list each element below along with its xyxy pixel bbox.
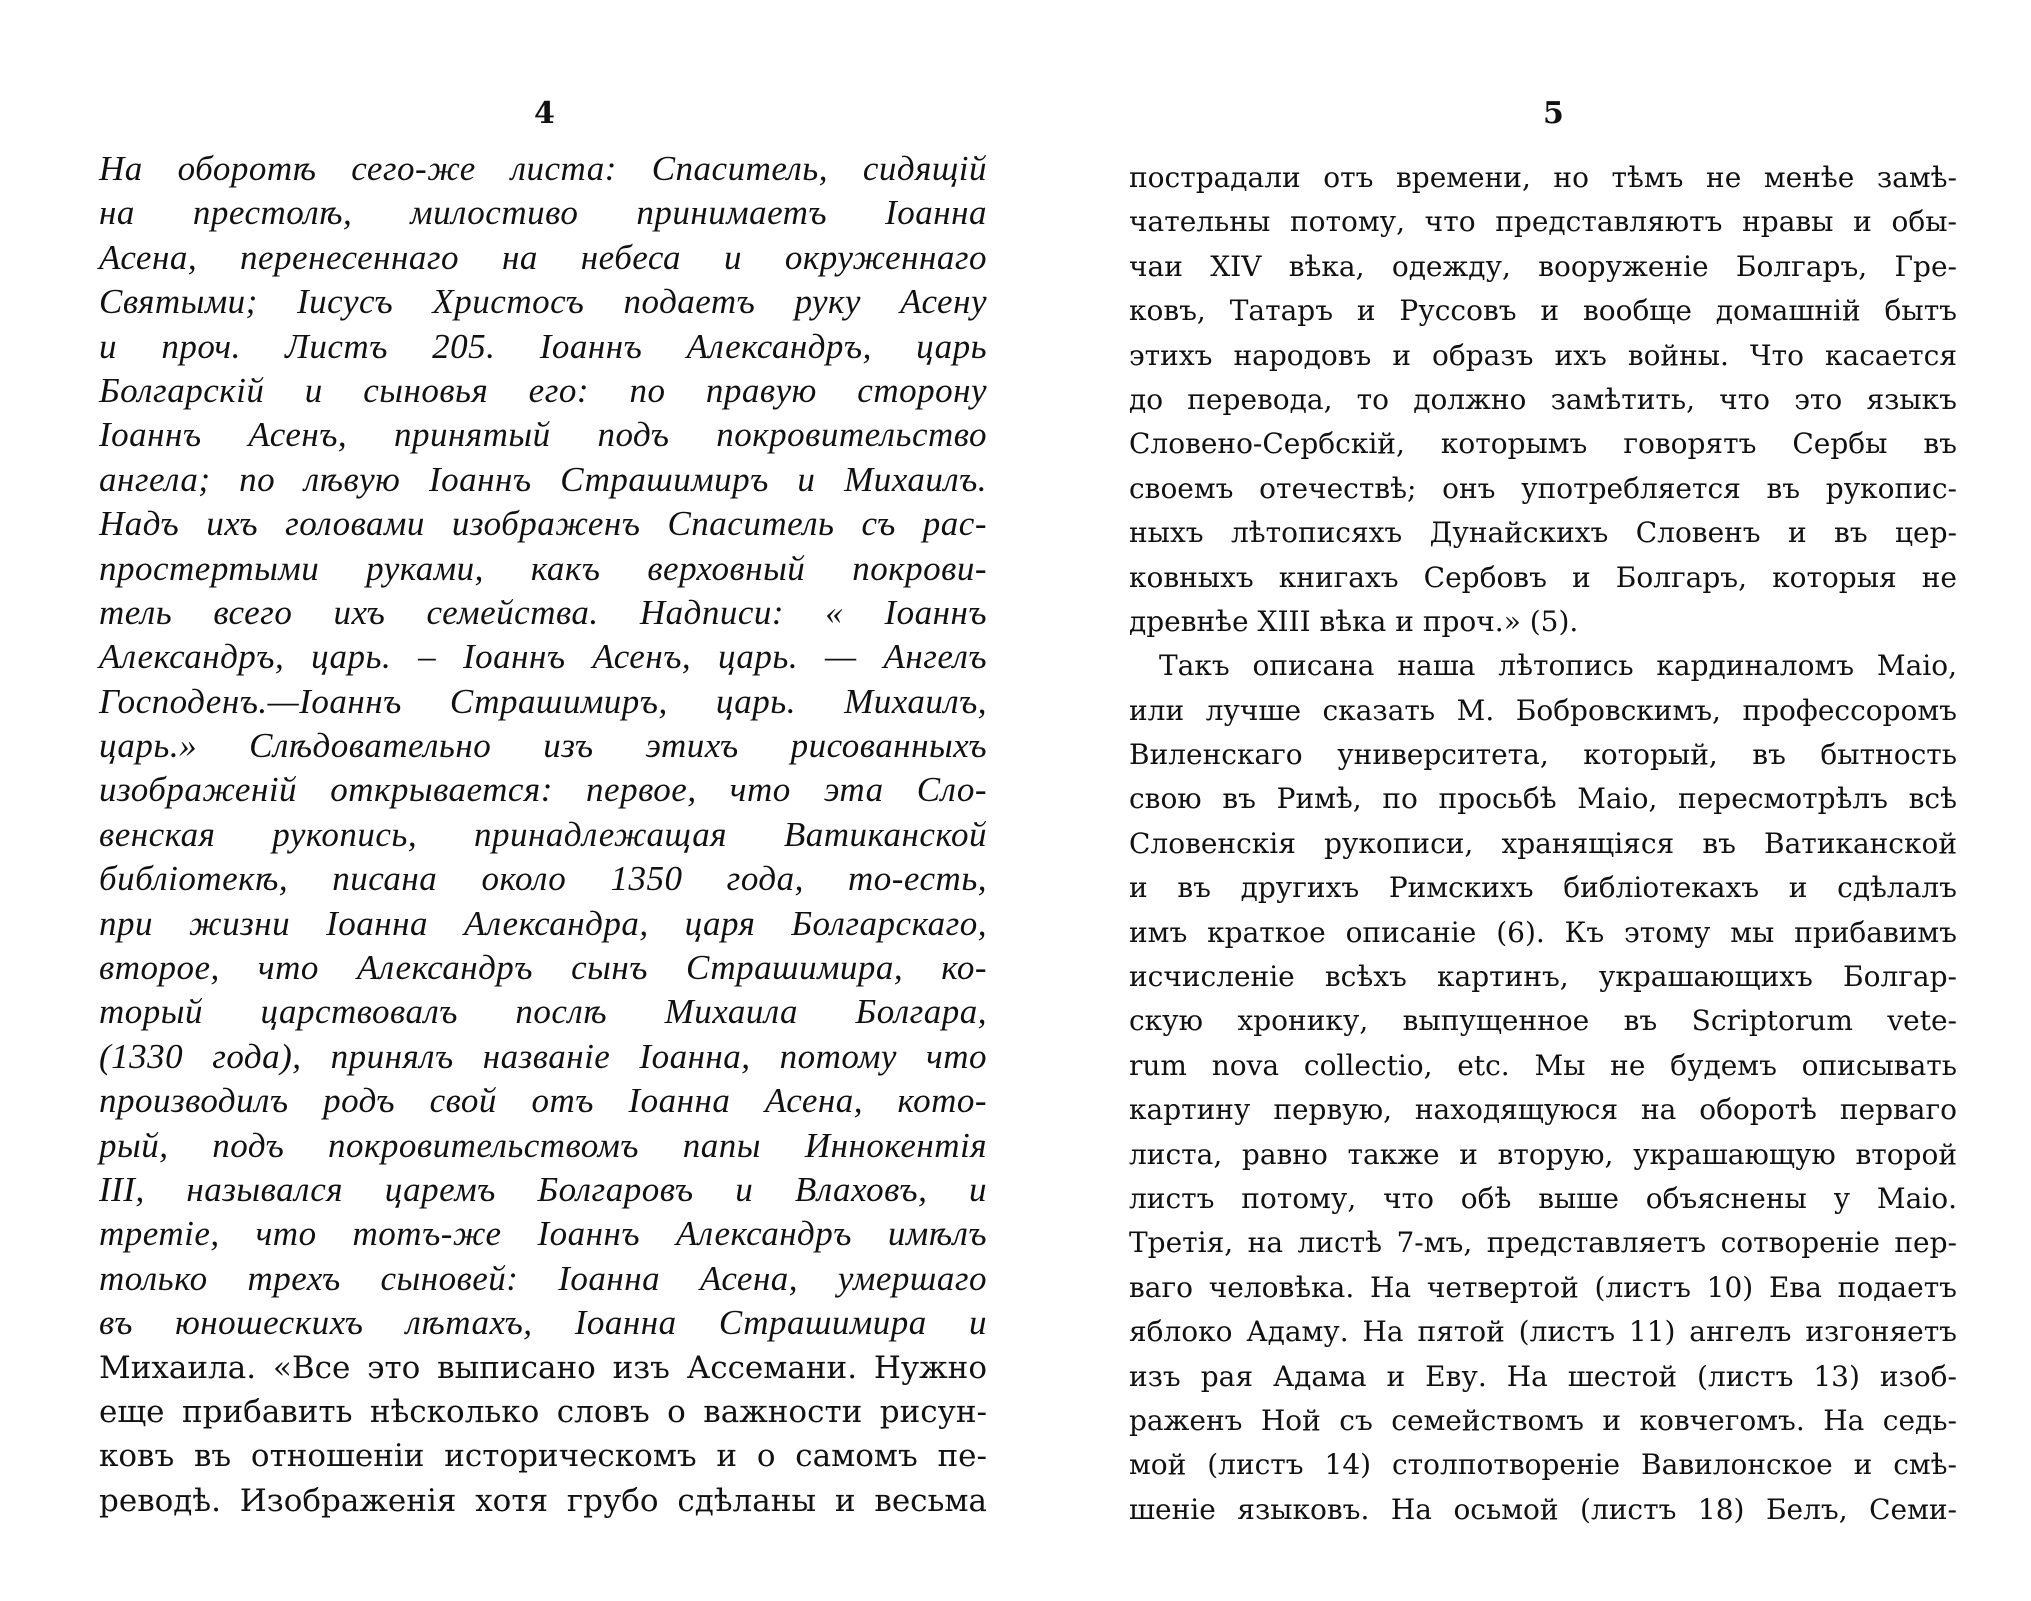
- text-line: или лучше сказать М. Бобровскимъ, профессоромъ: [1129, 693, 1957, 727]
- text-line: раженъ Ной съ семействомъ и ковчегомъ. На седь-: [1129, 1403, 1957, 1437]
- text-line: ныхъ лѣтописяхъ Дунайскихъ Словенъ и въ цер-: [1129, 516, 1957, 550]
- text-line: при жизни Іоанна Александра, царя Болгарскаго,: [99, 903, 987, 943]
- text-line: (1330 года), принялъ названіе Іоанна, потому что: [99, 1036, 987, 1076]
- text-line: скую хронику, выпущенное въ Scriptorum vete-: [1129, 1004, 1957, 1038]
- text-line: Такъ описана наша лѣтопись кардиналомъ Маіо,: [1159, 649, 1957, 683]
- text-line: ковъ въ отношеніи историческомъ и о самомъ пе-: [99, 1438, 987, 1475]
- text-line: Надъ ихъ головами изображенъ Спаситель съ рас-: [99, 504, 987, 544]
- text-line: Третія, на листѣ 7-мъ, представляетъ сотвореніе пер-: [1129, 1226, 1957, 1260]
- text-line: исчисленіе всѣхъ картинъ, украшающихъ Болгар-: [1129, 960, 1957, 994]
- text-line: III, назывался царемъ Болгаровъ и Влаховъ, и: [99, 1169, 987, 1209]
- text-line: Болгарскій и сыновья его: по правую сторону: [99, 370, 987, 410]
- text-line: этихъ народовъ и образъ ихъ войны. Что касается: [1129, 338, 1957, 372]
- text-line: библіотекѣ, писана около 1350 года, то-есть,: [99, 859, 987, 899]
- text-line: Господенъ.—Іоаннъ Страшимиръ, царь. Михаилъ,: [99, 681, 987, 721]
- text-line: своемъ отечествѣ; онъ употребляется въ рукопис-: [1129, 471, 1957, 505]
- text-line: простертыми руками, какъ верховный покрови-: [99, 548, 987, 588]
- text-line: еще прибавить нѣсколько словъ о важности рисун-: [99, 1393, 987, 1430]
- text-line: изображеній открывается: первое, что эта Сло-: [99, 770, 987, 810]
- left-page: [0, 0, 1015, 1601]
- text-line: ковъ, Татаръ и Руссовъ и вообще домашній бытъ: [1129, 294, 1957, 328]
- text-line: и въ другихъ Римскихъ библіотекахъ и сдѣлалъ: [1129, 871, 1957, 905]
- text-line: второе, что Александръ сынъ Страшимира, ко-: [99, 948, 987, 988]
- text-line: Словено-Сербскій, которымъ говорятъ Сербы въ: [1129, 427, 1957, 461]
- text-line: Святыми; Іисусъ Христосъ подаетъ руку Асену: [99, 282, 987, 322]
- text-line: ваго человѣка. На четвертой (листъ 10) Ева подаетъ: [1129, 1270, 1957, 1304]
- right-page: [1015, 0, 2031, 1601]
- page-number: 4: [534, 96, 555, 131]
- text-line: Михаила. «Все это выписано изъ Ассемани. Нужно: [99, 1349, 987, 1386]
- text-line: Виленскаго университета, который, въ бытность: [1129, 738, 1957, 772]
- text-line: чаи XIV вѣка, одежду, вооруженіе Болгаръ, Гре-: [1129, 249, 1957, 283]
- text-line: свою въ Римѣ, по просьбѣ Маіо, пересмотрѣлъ всѣ: [1129, 782, 1957, 816]
- text-line: древнѣе XIII вѣка и проч.» (5).: [1129, 604, 1579, 638]
- text-line: листа, равно также и вторую, украшающую второй: [1129, 1137, 1957, 1171]
- text-line: только трехъ сыновей: Іоанна Асена, умершаго: [99, 1258, 987, 1298]
- text-line: Асена, перенесеннаго на небеса и окруженнаго: [99, 237, 987, 277]
- text-line: Іоаннъ Асенъ, принятый подъ покровительство: [99, 415, 987, 455]
- text-line: производилъ родъ свой отъ Іоанна Асена, кото-: [99, 1081, 987, 1121]
- text-line: на престолѣ, милостиво принимаетъ Іоанна: [99, 193, 987, 233]
- page-number: 5: [1543, 96, 1564, 131]
- text-line: реводѣ. Изображенія хотя грубо сдѣланы и весьма: [99, 1482, 987, 1519]
- page-body: [99, 147, 987, 1523]
- text-line: третіе, что тотъ-же Іоаннъ Александръ имѣлъ: [99, 1214, 987, 1254]
- text-line: венская рукопись, принадлежащая Ватиканской: [99, 814, 987, 854]
- text-line: до перевода, то должно замѣтить, что это языкъ: [1129, 382, 1957, 416]
- text-line: ангела; по лѣвую Іоаннъ Страшимиръ и Михаилъ.: [99, 459, 987, 499]
- page-body: [1129, 156, 1957, 1532]
- text-line: Словенскія рукописи, хранящіяся въ Ватиканской: [1129, 826, 1957, 860]
- text-line: листъ потому, что обѣ выше объяснены у Маіо.: [1129, 1181, 1957, 1215]
- text-line: мой (листъ 14) столпотвореніе Вавилонское и смѣ-: [1129, 1448, 1957, 1482]
- text-line: изъ рая Адама и Еву. На шестой (листъ 13) изоб-: [1129, 1359, 1957, 1393]
- text-line: рый, подъ покровительствомъ папы Иннокентія: [99, 1125, 987, 1165]
- text-line: ковныхъ книгахъ Сербовъ и Болгаръ, которыя не: [1129, 560, 1957, 594]
- text-line: въ юношескихъ лѣтахъ, Іоанна Страшимира и: [99, 1303, 987, 1343]
- text-line: царь.» Слѣдовательно изъ этихъ рисованныхъ: [99, 726, 987, 766]
- text-line: яблоко Адаму. На пятой (листъ 11) ангелъ изгоняетъ: [1129, 1315, 1957, 1349]
- text-line: тель всего ихъ семейства. Надписи: « Іоаннъ: [99, 592, 987, 632]
- text-line: На оборотѣ сего-же листа: Спаситель, сидящій: [99, 149, 987, 188]
- text-line: шеніе языковъ. На осьмой (листъ 18) Белъ, Семи-: [1129, 1492, 1957, 1526]
- text-line: пострадали отъ времени, но тѣмъ не менѣе замѣ-: [1129, 161, 1957, 194]
- text-line: картину первую, находящуюся на оборотѣ перваго: [1129, 1093, 1957, 1127]
- text-line: торый царствовалъ послѣ Михаила Болгара,: [99, 992, 987, 1032]
- text-line: Александръ, царь. – Іоаннъ Асенъ, царь. — Ангелъ: [99, 637, 987, 677]
- text-line: и проч. Листъ 205. Іоаннъ Александръ, царь: [99, 326, 987, 366]
- text-line: имъ краткое описаніе (6). Къ этому мы прибавимъ: [1129, 915, 1957, 949]
- text-line: чательны потому, что представляютъ нравы и обы-: [1129, 205, 1957, 239]
- text-line: rum nova collectio, etc. Мы не будемъ описывать: [1129, 1048, 1957, 1082]
